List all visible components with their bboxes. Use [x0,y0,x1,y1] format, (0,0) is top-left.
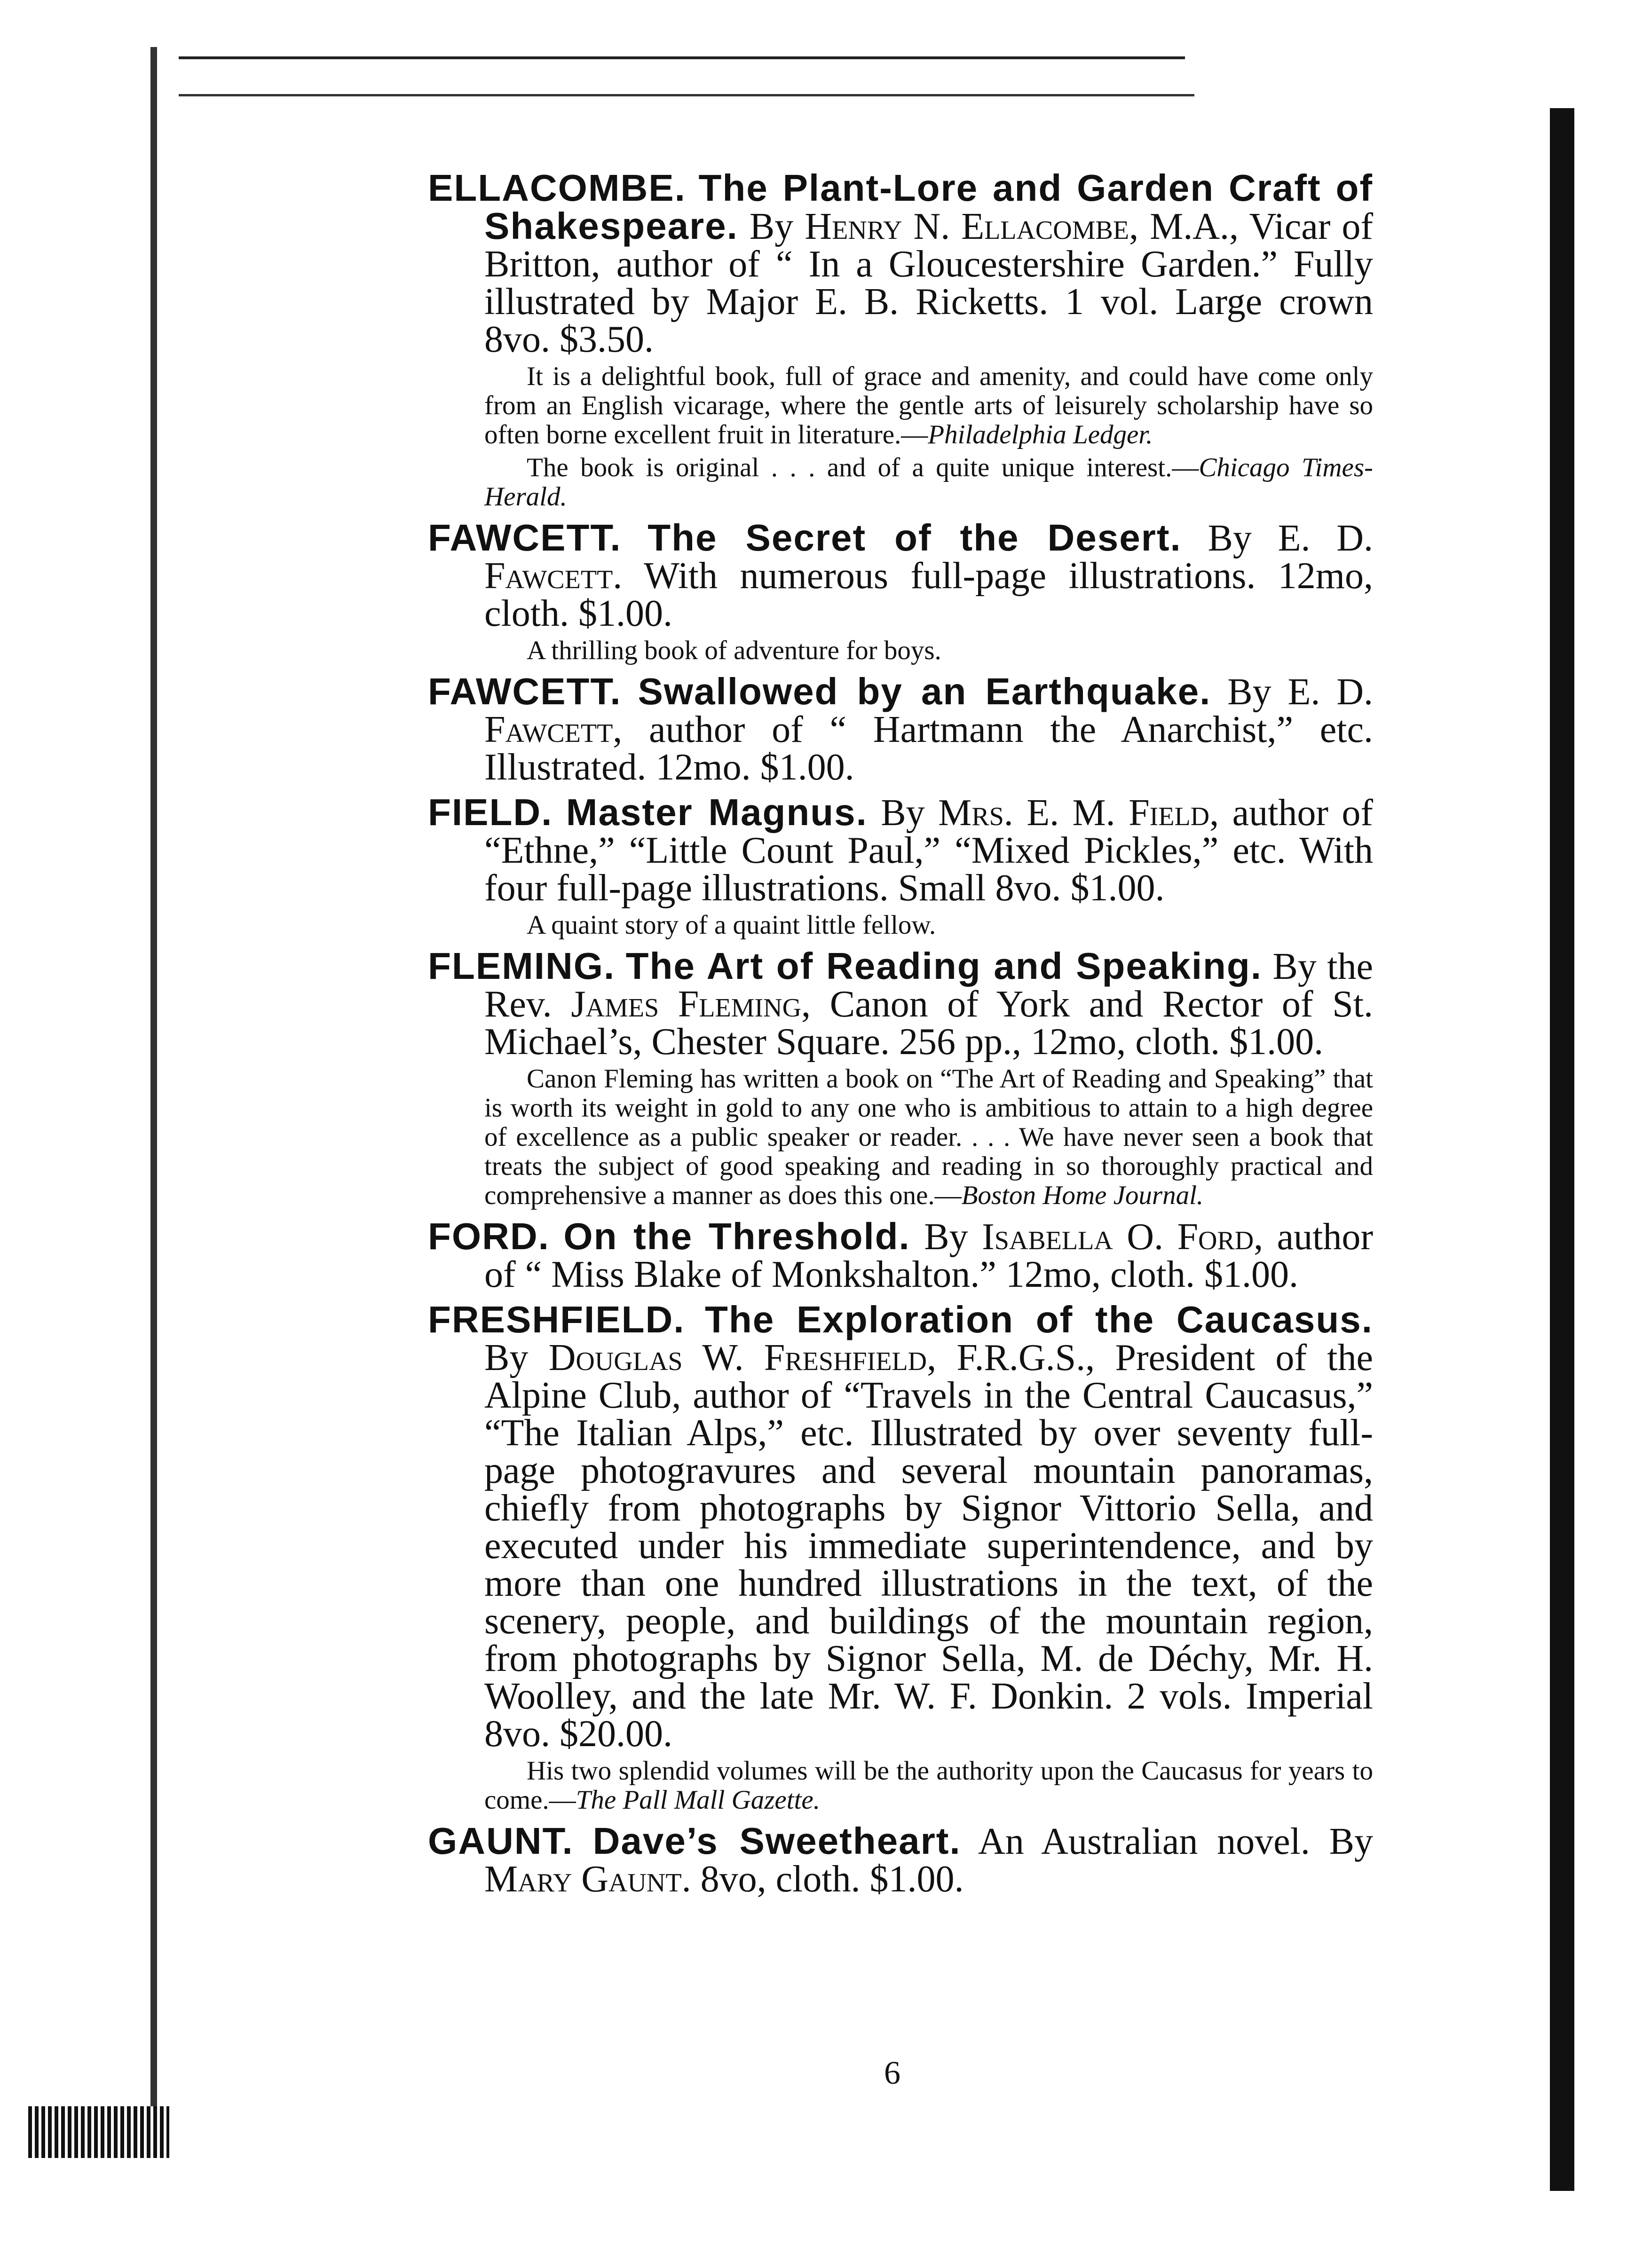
entry-title: Swallowed by an Earthquake. [638,670,1211,712]
entry-author: ELLACOMBE. [428,167,686,209]
entry-author: FLEMING. [428,945,616,987]
entry-by: By [749,206,794,247]
right-scan-edge [1550,108,1574,2191]
entry-by: By [924,1216,968,1258]
entry-title: Dave’s Sweetheart. [592,1820,961,1862]
entry-author: FORD. [428,1215,550,1257]
scan-artifact [28,2106,169,2158]
top-rule-secondary [179,94,1194,96]
entry-by: By [1227,671,1272,713]
entry-author-name: Henry N. Ellacombe, [805,206,1139,247]
catalog-entry [428,1215,1374,1295]
entry-review [428,453,1373,512]
entry-author: GAUNT. [428,1820,574,1862]
entry-author: FRESHFIELD. [428,1299,685,1340]
entry-title: The Art of Reading and Speaking. [625,945,1263,987]
entry-review [428,362,1373,449]
entry-author-name: Douglas W. Freshfield, [548,1337,937,1378]
entry-details: Canon of York and Rector of St. Michael’s, Chester Square. 256 pp., 12mo, cloth. $1.00. [484,984,1373,1063]
catalog-entry [428,947,1373,1210]
entry-details: author of “Ethne,” “Little Count Paul,” “Mixed Pickles,” etc. With four full-page illustrations. Small 8vo. $1.00. [484,792,1374,909]
review-source: The Pall Mall Gazette. [576,1785,820,1815]
entry-review [428,1064,1373,1210]
entry-author: FIELD. [428,791,553,833]
entry-title: The Plant-Lore and Garden Craft of Shakespeare. [484,167,1374,247]
entry-by: By [881,792,925,834]
review-text: Canon Fleming has written a book on “The Art of Reading and Speaking” that is worth its weight in gold to any one who is ambitious to attain to a high degree of excellence as a public speaker or reader. . . . We have never seen a book that treats the subject of good speaking and reading in so thoroughly practical and comprehensive a manner as does this one.— [484,1064,1373,1210]
entry-details: M.A., Vicar of Britton, author of “ In a Gloucestershire Garden.” Fully illustrated by Major E. B. Ricketts. 1 vol. Large crown 8vo. $3.50. [484,206,1374,360]
entry-by: An Australian novel. By [978,1821,1373,1862]
entry-title: Master Magnus. [566,791,868,833]
entry-review [428,636,1373,665]
catalog-entry [428,791,1374,940]
review-text: His two splendid volumes will be the authority upon the Caucasus for years to come.— [484,1756,1373,1815]
entry-details: author of “ Miss Blake of Monkshalton.” 12mo, cloth. $1.00. [484,1216,1374,1295]
entry-review [428,1756,1373,1815]
entry-author-name: E. D. Fawcett. [484,518,1374,597]
entry-author-name: Isabella O. Ford, [982,1216,1264,1258]
entry-author-name: Mrs. E. M. Field, [938,792,1219,834]
entry-author-name: James Fleming, [571,984,811,1025]
review-text: The book is original . . . and of a quite unique interest.— [527,453,1199,482]
catalog-entry [428,519,1373,665]
entry-details: author of “ Hartmann the Anarchist,” etc. Illustrated. 12mo. $1.00. [484,709,1373,788]
entry-by: By [484,1337,529,1378]
catalog-entry [428,670,1374,788]
entry-details: F.R.G.S., President of the Alpine Club, author of “Travels in the Central Caucasus,” “The Italian Alps,” etc. Illustrated by over seventy full-page photogravures and several mountain panoramas, chiefly from photographs by Signor Vittorio Sella, and executed under his immediate superintendence, and by more than one hundred illustrations in the text, of the scenery, people, and buildings of the mountain region, from photographs by Signor Sella, M. de Déchy, Mr. H. Woolley, and the late Mr. W. F. Donkin. 2 vols. Imperial 8vo. $20.00. [484,1337,1374,1755]
entry-details: With numerous full-page illustrations. 12mo, cloth. $1.00. [484,555,1373,634]
entry-author-name: E. D. Fawcett, [484,671,1374,750]
entry-title: The Secret of the Desert. [648,517,1182,559]
review-source: Chicago Times-Herald. [484,453,1373,512]
catalog-entry [428,1822,1373,1898]
entry-author: FAWCETT. [428,670,622,712]
catalog-entry [428,1301,1373,1815]
entry-title: On the Threshold. [563,1215,910,1257]
entry-author: FAWCETT. [428,517,622,559]
left-binding-edge [150,47,157,2144]
review-text: A quaint story of a quaint little fellow. [527,910,936,940]
entry-review [428,911,1373,940]
catalog-page [428,169,1373,1898]
entry-author-name: Mary Gaunt. [484,1858,691,1900]
entry-by: By the Rev. [484,946,1374,1025]
catalog-entry [428,169,1373,512]
entry-details: 8vo, cloth. $1.00. [700,1858,964,1900]
review-source: Boston Home Journal. [961,1181,1204,1210]
top-rule [179,56,1185,59]
entry-title: The Exploration of the Caucasus. [705,1299,1374,1340]
page-number: 6 [884,2055,900,2091]
review-text: It is a delightful book, full of grace and amenity, and could have come only from an English vicarage, where the gentle arts of leisurely scholarship have so often borne excellent fruit in literature.— [484,362,1373,449]
entry-by: By [1208,518,1252,559]
review-text: A thrilling book of adventure for boys. [527,636,941,665]
review-source: Philadelphia Ledger. [928,420,1153,449]
